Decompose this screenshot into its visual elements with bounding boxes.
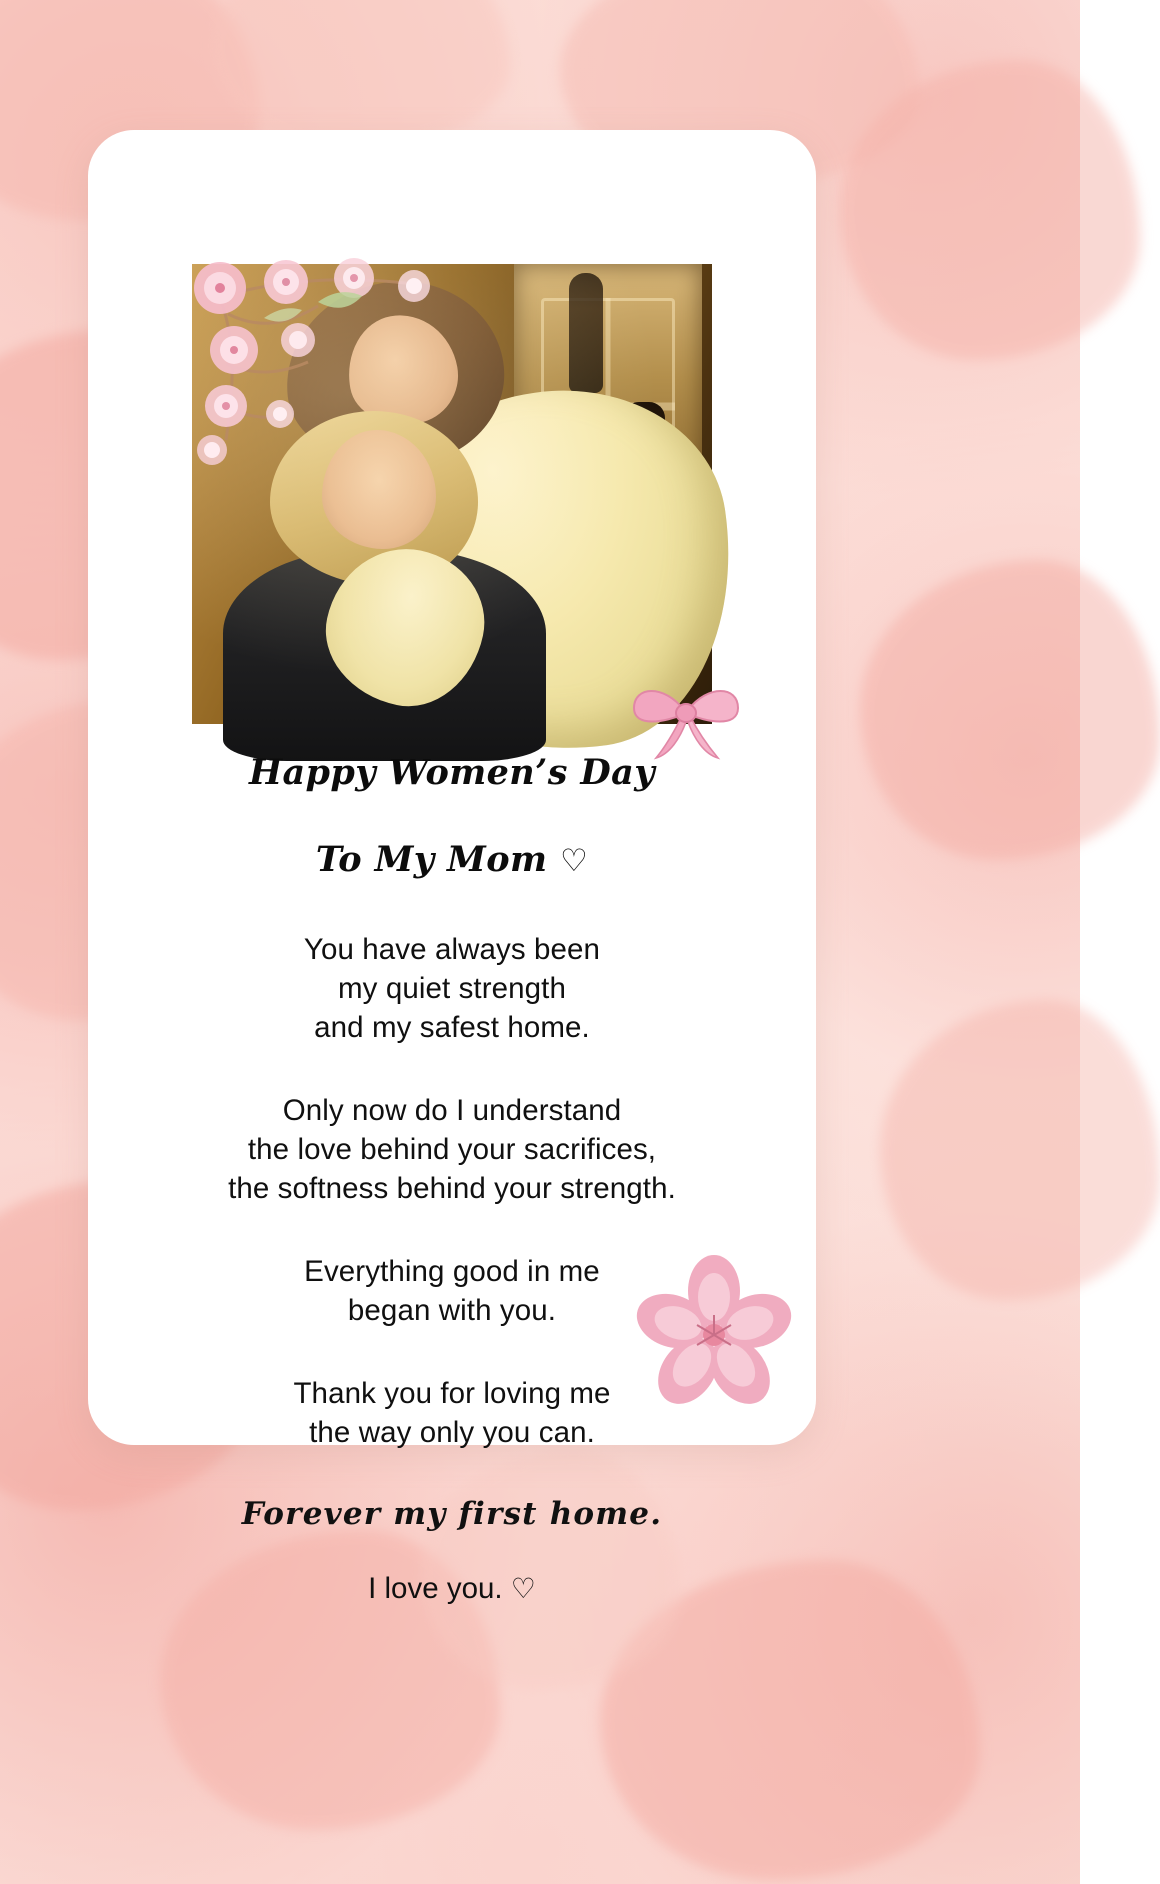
verse-line: Everything good in me — [304, 1255, 600, 1288]
mother-daughter-photo — [192, 264, 712, 724]
heart-icon: ♡ — [559, 843, 589, 879]
verse-line: began with you. — [347, 1294, 557, 1327]
verse-line: the way only you can. — [309, 1416, 595, 1449]
photo-frame — [192, 264, 712, 724]
verse-line: my quiet strength — [338, 972, 566, 1005]
closing-line: Forever my first home. — [241, 1496, 663, 1532]
verse-stanza — [88, 930, 816, 1047]
verse-line: the love behind your sacrifices, — [247, 1133, 657, 1166]
photo-light-glow — [192, 264, 712, 724]
greeting-subtitle — [88, 839, 816, 880]
cherry-blossom-flower-icon — [634, 1255, 794, 1415]
verse-stanza — [88, 1091, 816, 1208]
card-message — [88, 752, 816, 1606]
verse-line: and my safest home. — [314, 1011, 590, 1044]
heart-icon: ♡ — [510, 1573, 536, 1604]
verse-line: Only now do I understand — [282, 1094, 622, 1127]
love-line-text: I love you. — [368, 1572, 503, 1605]
greeting-card — [88, 130, 816, 1605]
petal-decoration — [860, 560, 1160, 860]
greeting-title: Happy Women’s Day — [248, 752, 655, 793]
verse-line: the softness behind your strength. — [228, 1172, 676, 1205]
pink-ribbon-bow-icon — [626, 670, 746, 760]
greeting-subtitle-text: To My Mom — [315, 839, 548, 880]
love-line — [88, 1572, 816, 1606]
verse-line: You have always been — [303, 933, 601, 966]
verse-line: Thank you for loving me — [293, 1377, 611, 1410]
petal-decoration — [880, 1000, 1160, 1300]
